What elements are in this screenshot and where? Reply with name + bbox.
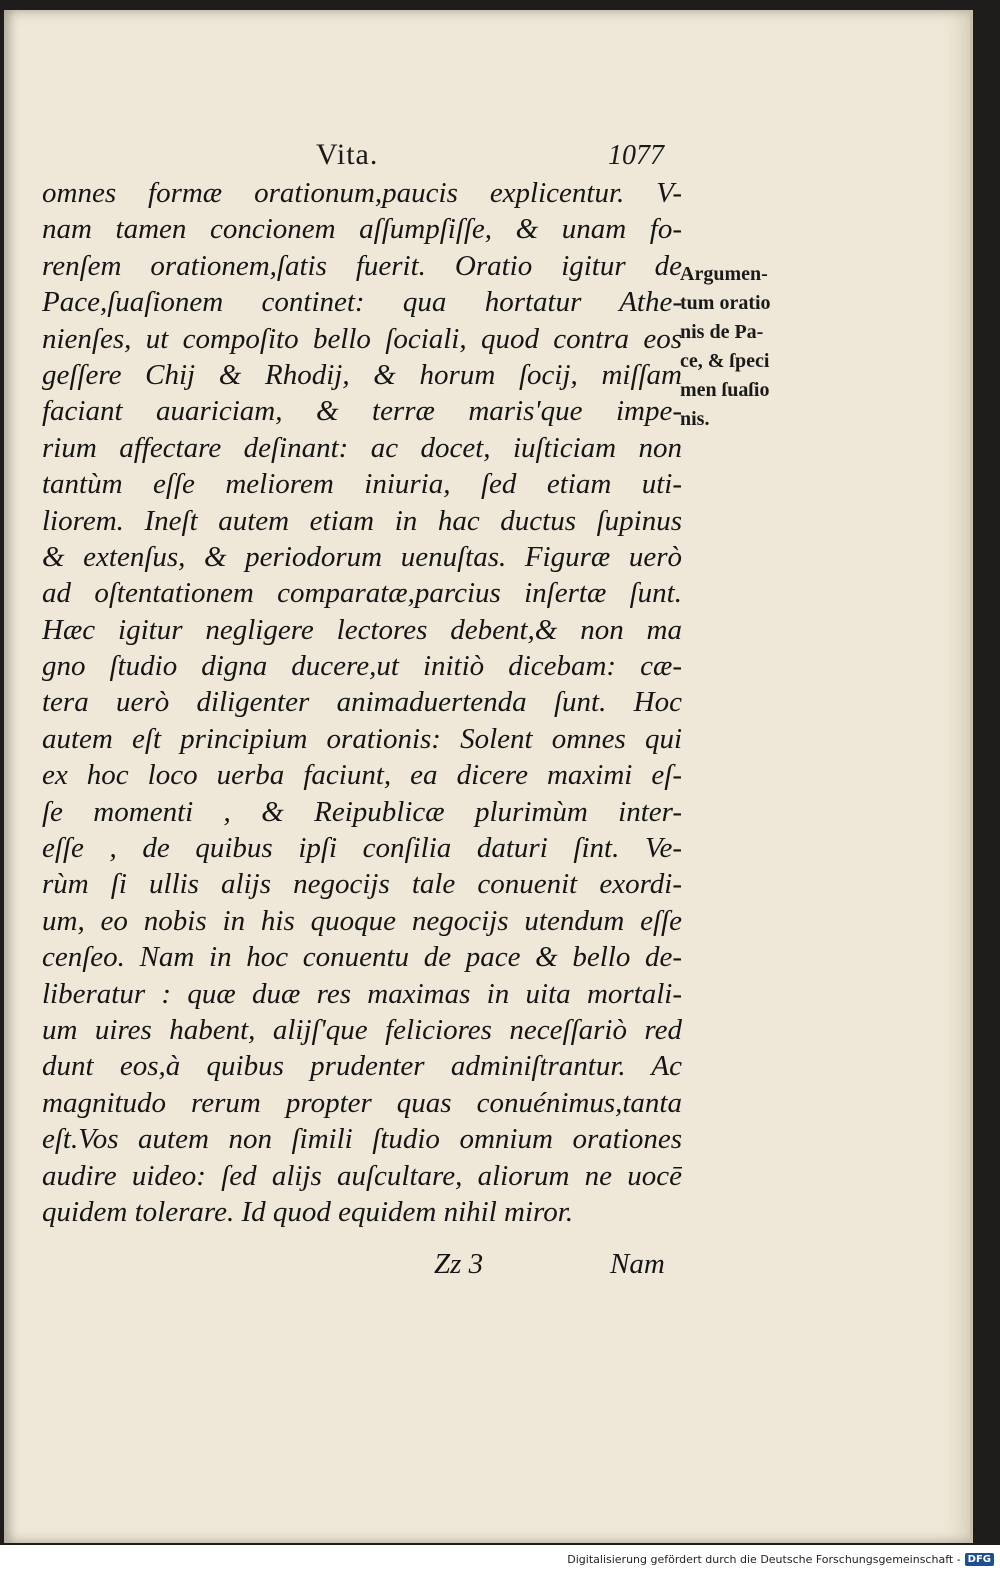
text-line: Pace,ſuaſionem continet: qua hortatur Athe- xyxy=(42,286,682,319)
funding-credit: Digitalisierung gefördert durch die Deutsche Forschungsgemeinschaft - xyxy=(567,1553,961,1566)
catchword: Nam xyxy=(610,1248,665,1280)
text-line: gno ſtudio digna ducere,ut initiò dicebam: cæ- xyxy=(42,650,682,683)
text-line: eſſe , de quibus ipſi conſilia daturi ſint. Ve- xyxy=(42,832,682,865)
dfg-logo-icon: DFG xyxy=(965,1553,994,1566)
running-title: Vita. xyxy=(316,138,379,171)
marginal-note-line: ce, & ſpeci xyxy=(680,350,770,372)
book-page xyxy=(4,10,973,1543)
text-line: audire uideo: ſed alijs auſcultare, aliorum ne uocē xyxy=(42,1159,682,1192)
text-line: eſt.Vos autem non ſimili ſtudio omnium orationes xyxy=(42,1123,682,1156)
text-line: nienſes, ut compoſito bello ſociali, quod contra eos xyxy=(42,322,682,355)
text-line: geſſere Chij & Rhodij, & horum ſocij, miſſam xyxy=(42,358,682,391)
text-line: & extenſus, & periodorum uenuſtas. Figuræ uerò xyxy=(42,540,682,573)
text-line: liberatur : quæ duæ res maximas in uita mortali- xyxy=(42,977,682,1010)
text-line: renſem orationem,ſatis fuerit. Oratio igitur de xyxy=(42,249,682,282)
text-line: omnes formæ orationum,paucis explicentur. V- xyxy=(42,177,682,209)
marginal-note-line: nis. xyxy=(680,408,710,430)
text-line: liorem. Ineſt autem etiam in hac ductus ſupinus xyxy=(42,504,682,537)
digitization-footer xyxy=(0,1545,1000,1574)
signature-mark: Zz 3 xyxy=(434,1248,484,1280)
text-line: ad oſtentationem comparatæ,parcius inſertæ ſunt. xyxy=(42,577,682,610)
text-line: nam tamen concionem aſſumpſiſſe, & unam fo- xyxy=(42,213,682,246)
text-line: quidem tolerare. Id quod equidem nihil miror. xyxy=(42,1195,574,1228)
marginal-note-line: tum oratio xyxy=(680,292,771,314)
text-line: Hæc igitur negligere lectores debent,& non ma xyxy=(42,613,682,646)
body-text-block xyxy=(42,175,682,1230)
marginal-note-line: Argumen- xyxy=(680,263,768,285)
text-line: magnitudo rerum propter quas conuénimus,tanta xyxy=(42,1086,682,1119)
text-line: ex hoc loco uerba faciunt, ea dicere maximi eſ- xyxy=(42,759,682,792)
text-line: rium affectare deſinant: ac docet, iuſticiam non xyxy=(42,431,682,464)
text-line: cenſeo. Nam in hoc conuentu de pace & bello de- xyxy=(42,941,682,974)
text-line: faciant auariciam, & terræ maris'que impe- xyxy=(42,395,682,428)
page-number: 1077 xyxy=(608,140,664,171)
text-line: tantùm eſſe meliorem iniuria, ſed etiam uti- xyxy=(42,468,682,501)
text-line: rùm ſi ullis alijs negocijs tale conuenit exordi- xyxy=(42,868,682,901)
text-line: ſe momenti , & Reipublicæ plurimùm inter- xyxy=(42,795,682,828)
marginal-note-line: men ſuaſio xyxy=(680,379,770,401)
text-line: um, eo nobis in his quoque negocijs utendum eſſe xyxy=(42,904,682,937)
text-line: tera uerò diligenter animaduertenda ſunt. Hoc xyxy=(42,686,682,719)
text-line: autem eſt principium orationis: Solent omnes qui xyxy=(42,722,682,755)
text-line: dunt eos,à quibus prudenter adminiſtrantur. Ac xyxy=(42,1050,682,1083)
marginal-note xyxy=(680,260,800,434)
text-line: um uires habent, alijſ'que feliciores neceſſariò red xyxy=(42,1013,682,1046)
marginal-note-line: nis de Pa- xyxy=(680,321,764,343)
